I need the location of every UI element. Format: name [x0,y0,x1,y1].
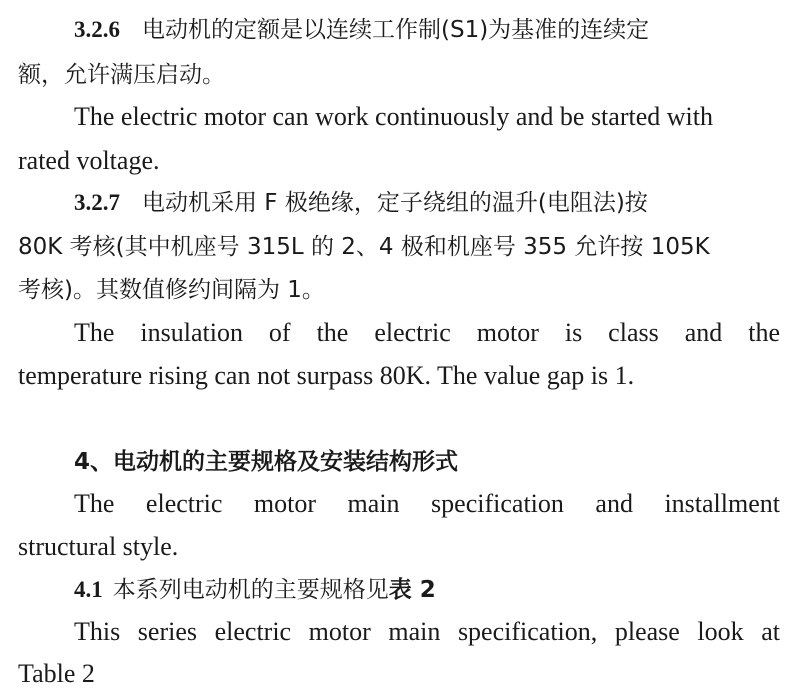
table-2-reference: 表 2 [388,577,436,603]
section-3-2-7-zh-text-1: 电动机采用 F 极绝缘，定子绕组的温升(电阻法)按 [142,190,648,216]
section-4-en-line-2: structural style. [18,532,179,561]
section-3-2-6-en-line-2: rated voltage. [18,146,160,175]
section-4-1-en-line-1: This series electric motor main specification, please look at [74,617,780,646]
section-3-2-6-zh-line-2: 额，允许满压启动。 [18,62,225,88]
section-4-heading: 4、电动机的主要规格及安装结构形式 [74,449,459,475]
section-3-2-7-zh-line-3: 考核)。其数值修约间隔为 1。 [18,277,325,303]
section-number-3-2-6: 3.2.6 [74,17,120,42]
section-number-3-2-7: 3.2.7 [74,190,120,215]
section-3-2-7-zh-line-2: 80K 考核(其中机座号 315L 的 2、4 极和机座号 355 允许按 105K [18,234,710,260]
section-3-2-6-zh-text-1: 电动机的定额是以连续工作制(S1)为基准的连续定 [142,17,650,43]
section-3-2-7-en-line-1: The insulation of the electric motor is class and the [74,318,780,347]
section-4-en-line-1: The electric motor main specification and installment [74,489,780,518]
section-3-2-7-en-line-2: temperature rising can not surpass 80K. The value gap is 1. [18,361,635,390]
section-number-4-1: 4.1 [74,577,103,602]
section-4-1-zh-text: 本系列电动机的主要规格见 [112,577,389,603]
section-3-2-6-en-line-1: The electric motor can work continuously and be started with [74,102,713,131]
section-4-1-en-line-2: Table 2 [18,659,95,688]
section-4-1-zh-line [74,574,780,606]
section-3-2-7-zh-line-1 [74,187,780,219]
section-3-2-6-zh-line-1 [74,14,780,46]
